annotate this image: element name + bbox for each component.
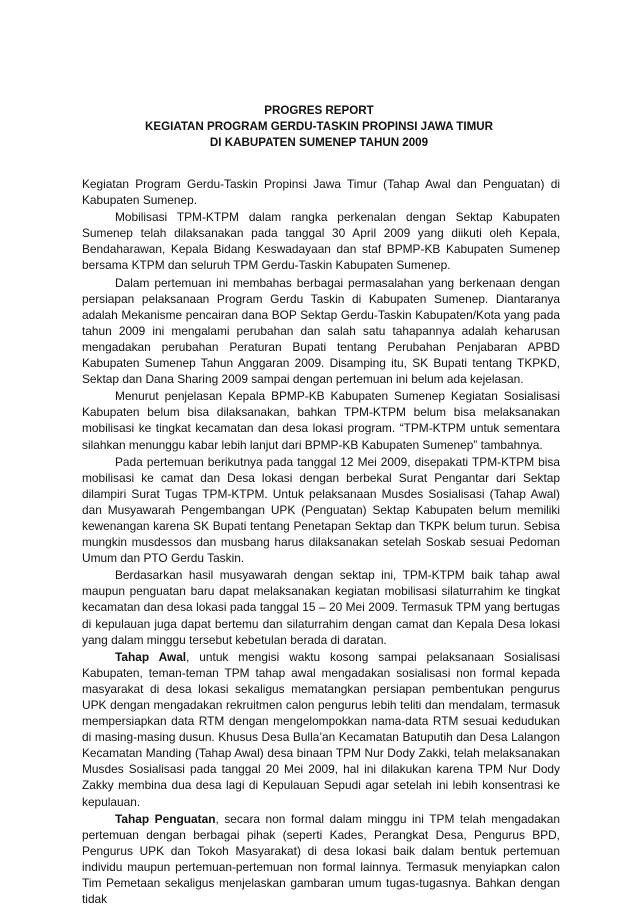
title-line-2: KEGIATAN PROGRAM GERDU-TASKIN PROPINSI JAWA TIMUR <box>144 120 494 133</box>
paragraph-pertemuan-berikutnya: Pada pertemuan berikutnya pada tanggal 12 Mei 2009, disepakati TPM-KTPM bisa mobilisasi ke camat dan Desa lokasi dengan berbekal Surat Pengantar dari Sektap dilampiri Surat Tugas TPM-KTPM. Untuk pelaksanaan Musdes Sosialisasi (Tahap Awal) dan Musyawarah Pengembangan UPK (Penguatan) Sektap Kabupaten belum memiliki kewenangan karena SK Bupati tentang Penetapan Sektap dan TKPK belum turun. Sebisa mungkin musdessos dan musbang harus dilaksanakan setelah Soskab sesuai Pedoman Umum dan PTO Gerdu Taskin. <box>82 454 560 566</box>
tahap-penguatan-heading: Tahap Penguatan <box>115 811 216 826</box>
tahap-penguatan-text: , secara non formal dalam minggu ini TPM telah mengadakan pertemuan dengan berbagai pihak (seperti Kades, Perangkat Desa, Pengurus BPD, Pengurus UPK dan Tokoh Masyarakat) di desa lokasi baik dalam bentuk pertemuan individu maupun pertemuan-pertemuan non formal lainnya. Termasuk menyiapkan calon Tim Pemetaan sekaligus menjelaskan gambaran umum tugas-tugasnya. Bahkan dengan tidak <box>82 811 560 907</box>
paragraph-mobilisasi: Mobilisasi TPM-KTPM dalam rangka perkenalan dengan Sektap Kabupaten Sumenep telah dilaksanakan pada tanggal 30 April 2009 yang diikuti oleh Kepala, Bendaharawan, Kepala Bidang Keswadayaan dan staf BPMP-KB Kabupaten Sumenep bersama KTPM dan seluruh TPM Gerdu-Taskin Kabupaten Sumenep. <box>82 210 560 273</box>
paragraph-intro: Kegiatan Program Gerdu-Taskin Propinsi Jawa Timur (Tahap Awal dan Penguatan) di Kabupaten Sumenep. <box>82 177 560 208</box>
report-body <box>82 176 560 908</box>
paragraph-tahap-awal <box>82 649 560 810</box>
report-title <box>0 103 638 151</box>
paragraph-tahap-penguatan <box>82 811 560 908</box>
title-line-1: PROGRES REPORT <box>264 104 374 117</box>
paragraph-hasil-musyawarah: Berdasarkan hasil musyawarah dengan sektap ini, TPM-KTPM baik tahap awal maupun penguatan baru dapat melaksanakan kegiatan mobilisasi silaturrahim ke tingkat kecamatan dan desa lokasi pada tanggal 15 – 20 Mei 2009. Termasuk TPM yang bertugas di kepulauan juga dapat bertemu dan silaturrahim dengan camat dan Kepala Desa lokasi yang dalam minggu tersebut kebetulan berada di daratan. <box>82 568 560 647</box>
tahap-awal-text: , untuk mengisi waktu kosong sampai pelaksanaan Sosialisasi Kabupaten, teman-teman TPM tahap awal mengadakan sosialisasi non formal kepada masyarakat di desa lokasi sekaligus mematangkan persiapan pembentukan pengurus UPK dengan mengadakan rekruitmen calon pengurus lebih teliti dan mendalam, termasuk mempersiapkan data RTM dengan mengelompokkan nama-data RTM sesuai kedudukan di masing-masing dusun. Khusus Desa Bulla’an Kecamatan Batuputih dan Desa Lalangon Kecamatan Manding (Tahap Awal) desa binaan TPM Nur Dody Zakki, telah melaksanakan Musdes Sosialisasi pada tanggal 20 Mei 2009, hal ini dilakukan karena TPM Nur Dody Zakky membina dua desa lagi di Kepulauan Sepudi agar setelah ini lebih konsentrasi ke kepulauan. <box>82 649 560 809</box>
paragraph-pertemuan: Dalam pertemuan ini membahas berbagai permasalahan yang berkenaan dengan persiapan pelaksanaan Program Gerdu Taskin di Kabupaten Sumenep. Diantaranya adalah Mekanisme pencairan dana BOP Sektap Gerdu-Taskin Kabupaten/Kota yang pada tahun 2009 ini mengalami perubahan dan salah satu tahapannya adalah keharusan mengadakan perubahan Peraturan Bupati tentang Perubahan Penjabaran APBD Kabupaten Sumenep Tahun Anggaran 2009. Disamping itu, SK Bupati tentang TKPKD, Sektap dan Dana Sharing 2009 sampai dengan pertemuan ini belum ada kejelasan. <box>82 275 560 387</box>
title-line-3: DI KABUPATEN SUMENEP TAHUN 2009 <box>209 136 429 149</box>
tahap-awal-heading: Tahap Awal <box>115 649 187 664</box>
paragraph-penjelasan: Menurut penjelasan Kepala BPMP-KB Kabupaten Sumenep Kegiatan Sosialisasi Kabupaten belum bisa dilaksanakan, bahkan TPM-KTPM belum bisa melaksanakan mobilisasi ke tingkat kecamatan dan desa lokasi program. “TPM-KTPM untuk sementara silahkan menunggu kabar lebih lanjut dari BPMP-KB Kabupaten Sumenep” tambahnya. <box>82 389 560 452</box>
